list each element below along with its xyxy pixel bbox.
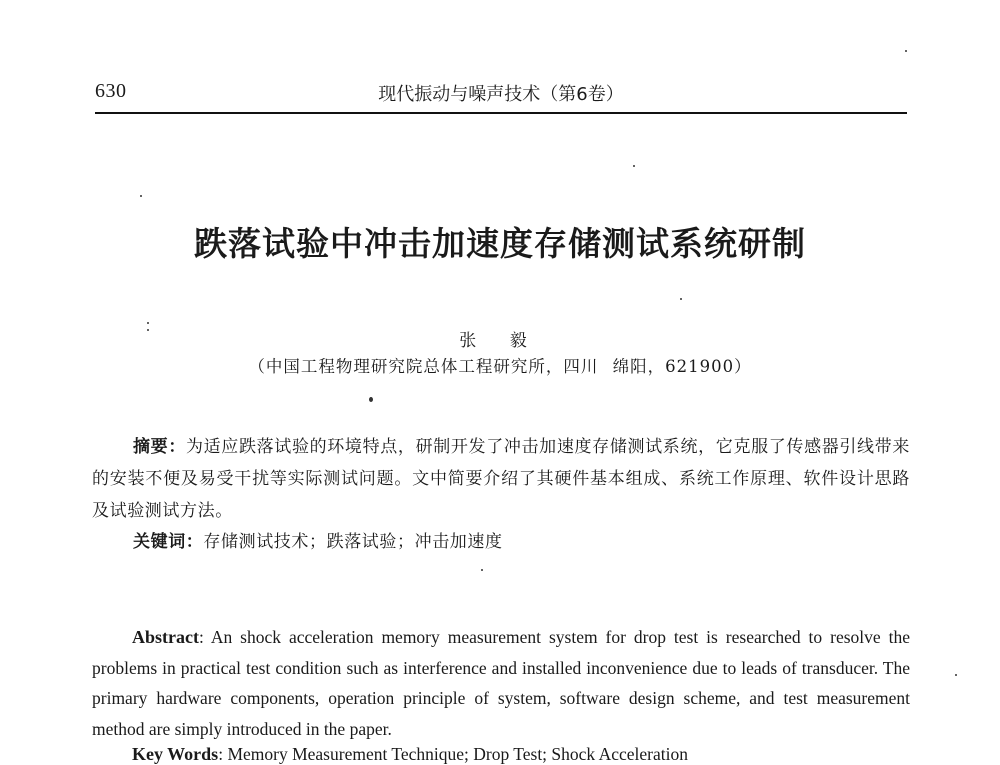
scan-speck [633, 165, 635, 167]
author-affiliation: （中国工程物理研究院总体工程研究所，四川 绵阳，621900） [248, 357, 752, 376]
scan-speck [147, 329, 149, 331]
english-abstract [92, 622, 910, 744]
author-name: 张 毅 [459, 331, 541, 351]
english-abstract-text: An shock acceleration memory measurement system for drop test is researched to resolve the problems in practical test condition such as interference and installed inconvenience due to leads of transducer. The primary hardware components, operation principle of system, software design scheme, and test measurement method are simply introduced in the paper. [92, 627, 910, 739]
scan-speck [369, 397, 373, 402]
english-keywords-colon: : [218, 744, 228, 764]
scan-speck [955, 674, 957, 676]
scan-speck [147, 322, 149, 324]
chinese-abstract [92, 431, 910, 527]
english-keywords-label: Key Words [132, 744, 219, 764]
chinese-keywords [133, 527, 503, 552]
journal-title: 现代振动与噪声技术（第6卷） [378, 84, 624, 105]
chinese-keywords-text: 存储测试技术；跌落试验；冲击加速度 [203, 532, 503, 552]
running-header [95, 76, 907, 114]
scan-speck [481, 569, 483, 571]
chinese-keywords-label: 关键词： [133, 532, 204, 552]
scan-speck [680, 298, 682, 300]
scan-speck [140, 195, 142, 197]
english-abstract-colon: : [198, 627, 211, 647]
page-number: 630 [95, 80, 127, 102]
english-keywords [132, 744, 688, 765]
english-abstract-label: Abstract [132, 627, 199, 647]
chinese-abstract-label: 摘要： [133, 437, 186, 457]
chinese-abstract-text: 为适应跌落试验的环境特点，研制开发了冲击加速度存储测试系统，它克服了传感器引线带来的安装不便及易受干扰等实际测试问题。文中简要介绍了其硬件基本组成、系统工作原理、软件设计思路及试验测试方法。 [92, 437, 910, 521]
english-keywords-text: Memory Measurement Technique; Drop Test; Shock Acceleration [227, 744, 688, 764]
paper-title: 跌落试验中冲击加速度存储测试系统研制 [194, 224, 806, 263]
scan-speck [905, 50, 907, 52]
